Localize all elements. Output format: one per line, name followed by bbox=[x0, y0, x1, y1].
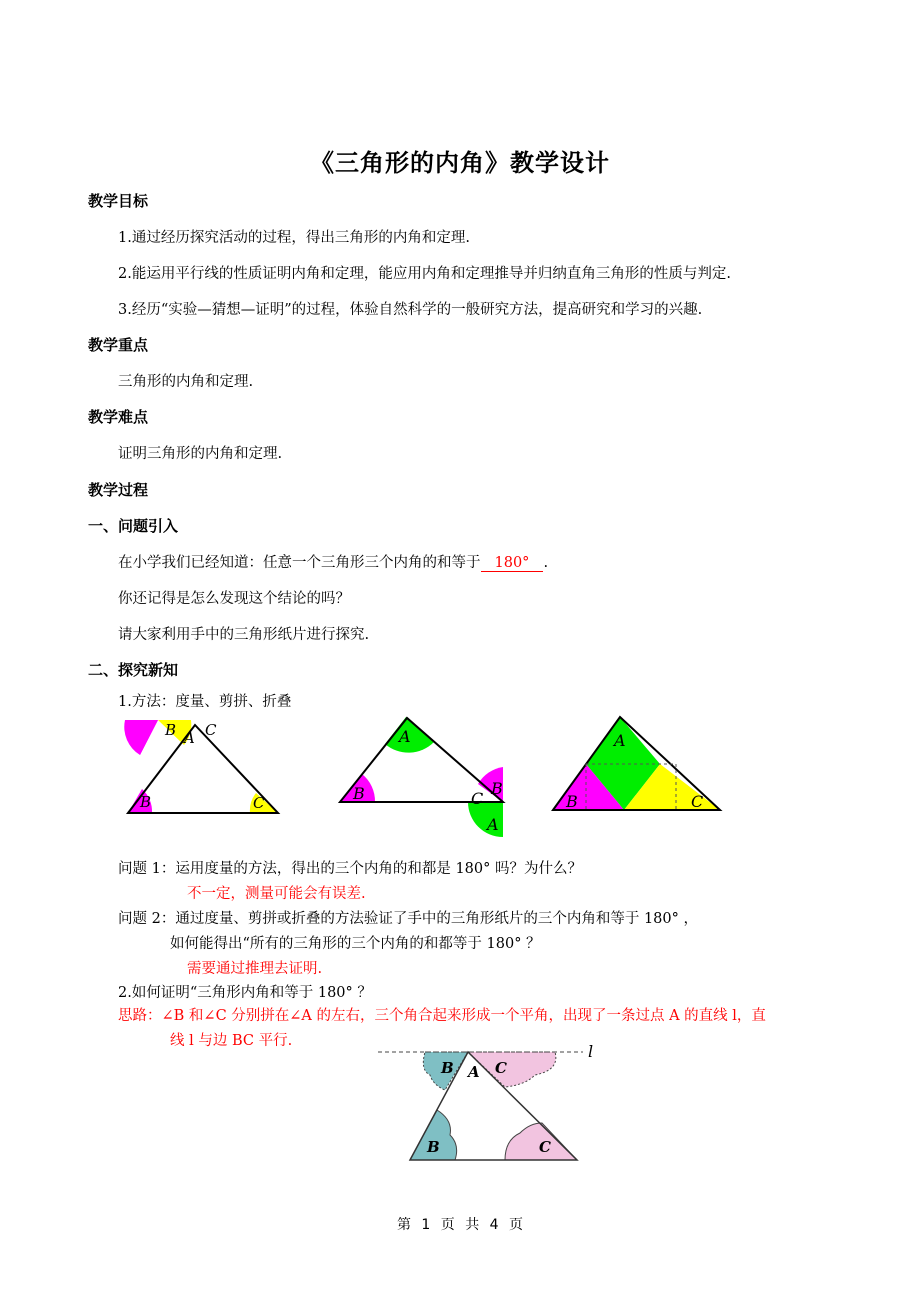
label-b: B bbox=[140, 793, 152, 811]
difficulty-text: 证明三角形的内角和定理. bbox=[118, 446, 283, 462]
label-c-top: C bbox=[205, 721, 217, 739]
svg-text:A: A bbox=[399, 727, 411, 746]
question-1: 问题 1：运用度量的方法，得出的三个内角的和都是 180° 吗？为什么？ bbox=[118, 861, 582, 877]
objective-2: 2.能运用平行线的性质证明内角和定理，能应用内角和定理推导并归纳直角三角形的性质与判定. bbox=[118, 266, 731, 282]
proof-question: 2.如何证明“三角形内角和等于 180° ？ bbox=[118, 985, 372, 1001]
heading-process: 教学过程 bbox=[88, 481, 149, 499]
part1-line1-suffix: . bbox=[543, 555, 549, 571]
figure-fold-triangle bbox=[548, 712, 728, 817]
svg-text:A: A bbox=[487, 815, 499, 834]
question-2-line1: 问题 2：通过度量、剪拼或折叠的方法验证了手中的三角形纸片的三个内角和等于 180° ， bbox=[118, 911, 698, 927]
objective-1: 1.通过经历探究活动的过程，得出三角形的内角和定理. bbox=[118, 230, 470, 246]
question-2-line2: 如何能得出“所有的三角形的三个内角的和都等于 180° ？ bbox=[170, 936, 541, 952]
page-footer: 第 1 页 共 4 页 bbox=[396, 1217, 524, 1233]
objective-3: 3.经历“实验—猜想—证明”的过程，体验自然科学的一般研究方法，提高研究和学习的兴趣. bbox=[118, 302, 703, 318]
svg-text:B: B bbox=[566, 792, 578, 811]
document-title: 《三角形的内角》教学设计 bbox=[310, 149, 610, 177]
figure-measure-triangle bbox=[120, 715, 290, 820]
heading-objectives: 教学目标 bbox=[88, 192, 149, 210]
part1-line1 bbox=[118, 551, 548, 572]
svg-text:l: l bbox=[588, 1045, 594, 1061]
svg-text:B: B bbox=[491, 779, 503, 798]
answer-blank: 180° bbox=[481, 555, 544, 572]
heading-part1: 一、问题引入 bbox=[88, 517, 179, 535]
part1-line2: 你还记得是怎么发现这个结论的吗？ bbox=[118, 591, 350, 607]
part1-line1-prefix: 在小学我们已经知道：任意一个三角形三个内角的和等于 bbox=[118, 555, 481, 571]
label-a: A bbox=[184, 729, 195, 747]
svg-text:C: C bbox=[691, 792, 704, 811]
answer-2: 需要通过推理去证明. bbox=[187, 961, 323, 977]
label-b-top: B bbox=[165, 721, 177, 739]
label-c: C bbox=[253, 794, 265, 812]
method-line: 1.方法：度量、剪拼、折叠 bbox=[118, 694, 292, 710]
heading-part2: 二、探究新知 bbox=[88, 661, 179, 679]
figure-cut-paste-triangle bbox=[335, 712, 515, 852]
svg-text:A: A bbox=[614, 731, 626, 750]
svg-text:B: B bbox=[353, 784, 365, 803]
heading-difficulty: 教学难点 bbox=[88, 408, 149, 426]
figure-parallel-proof bbox=[375, 1045, 605, 1165]
answer-1: 不一定，测量可能会有误差. bbox=[187, 886, 366, 902]
key-point-text: 三角形的内角和定理. bbox=[118, 374, 254, 390]
idea-line1: 思路：∠B 和∠C 分别拼在∠A 的左右，三个角合起来形成一个平角，出现了一条过点 A 的直线 l，直 bbox=[118, 1008, 766, 1024]
svg-text:B: B bbox=[427, 1138, 440, 1156]
idea-line2: 线 l 与边 BC 平行. bbox=[170, 1033, 293, 1049]
heading-key-point: 教学重点 bbox=[88, 336, 149, 354]
svg-text:C: C bbox=[471, 789, 484, 808]
svg-text:A: A bbox=[468, 1063, 480, 1081]
part1-line3: 请大家利用手中的三角形纸片进行探究. bbox=[118, 627, 370, 643]
svg-text:B: B bbox=[441, 1059, 454, 1077]
svg-text:C: C bbox=[539, 1138, 551, 1156]
svg-text:C: C bbox=[495, 1059, 507, 1077]
